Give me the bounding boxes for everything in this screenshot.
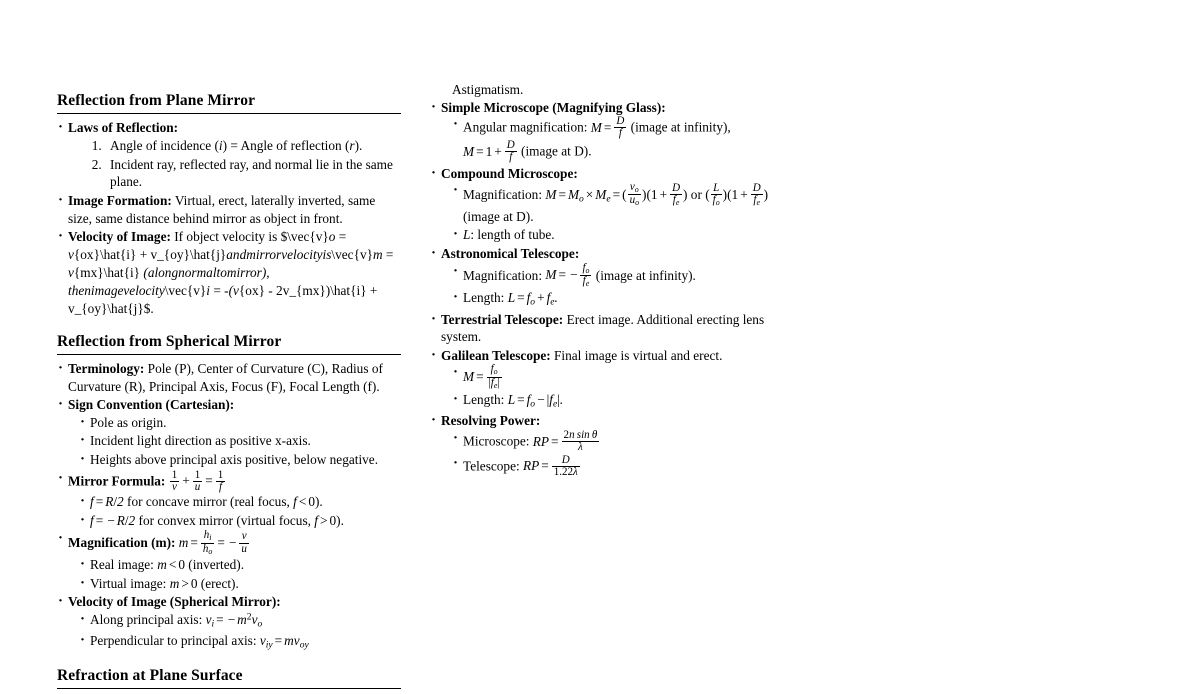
formula-note: (image at infinity), xyxy=(630,119,731,135)
section-spacer xyxy=(57,654,401,667)
item-text: Erect image. Additional erecting lens system. xyxy=(441,311,765,345)
list-item-sign-convention xyxy=(57,396,401,468)
orphan-line-astigmatism: Astigmatism. xyxy=(452,82,524,97)
formula-compound-magnification: $M = M_o \times M_e$ = ( $\frac{v_o}{u_o}$ )(1 + $\frac{D}{f_e}$ ) xyxy=(545,181,688,208)
section-heading: Reflection from Plane Mirror xyxy=(57,92,256,109)
list-item-terrestrial-telescope xyxy=(430,311,770,346)
sublist-item: · f = − R/2 for convex mirror (virtual focus, f > 0). xyxy=(79,512,401,530)
sublist-item xyxy=(452,263,770,289)
formula-galilean-length: $L = f_o - |f_e|$. xyxy=(507,392,564,410)
sublist-sign-convention xyxy=(68,414,401,469)
item-label: Galilean Telescope: xyxy=(441,347,551,363)
sublist-item xyxy=(452,226,770,244)
list-item-astronomical-telescope xyxy=(430,245,770,310)
formula-lead: Length: xyxy=(463,290,505,306)
formula-angular-magnification-d: M = 1 + $\frac{D}{f}$ xyxy=(463,138,515,164)
formula-lead: Microscope: xyxy=(463,433,530,449)
numbered-item: 2. Incident ray, reflected ray, and normal lie in the same plane. xyxy=(105,156,401,191)
item-label: Laws of Reflection: xyxy=(68,119,179,135)
sublist-item: · Virtual image: m > 0 (erect). xyxy=(79,575,401,593)
heading-rule xyxy=(57,354,401,355)
list-item-image-formation xyxy=(57,192,401,227)
list-item-terminology xyxy=(57,360,401,395)
list-optical-instruments xyxy=(430,99,770,479)
sublist-simple-microscope xyxy=(441,116,770,163)
list-item-laws-of-reflection xyxy=(57,119,401,191)
list-item-simple-microscope xyxy=(430,99,770,164)
sublist-item xyxy=(452,391,770,411)
list-item-velocity-spherical xyxy=(57,593,401,652)
formula-lead: Length: xyxy=(463,392,505,408)
formula-angular-magnification-infinity: M = $\frac{D}{f}$ xyxy=(590,115,625,140)
item-label: Astronomical Telescope: xyxy=(441,245,580,261)
list-plane-mirror xyxy=(57,119,401,319)
formula-compound-magnification-alt: ( $\frac{L}{f_o}$ )(1 + $\frac{D}{f_e}$ ) xyxy=(705,182,769,208)
list-item-galilean-telescope xyxy=(430,347,770,412)
numbered-list-laws xyxy=(68,137,401,191)
item-label: Compound Microscope: xyxy=(441,165,578,181)
item-label: Terminology: xyxy=(68,361,145,377)
item-label: Simple Microscope (Magnifying Glass): xyxy=(441,99,666,115)
formula-magnification: m = $\frac{h_i}{h_o}$ = − $\frac{v}{u}$ xyxy=(178,529,247,557)
sublist-item: · Perpendicular to principal axis: $v_{iy} = mv_{oy}$ xyxy=(79,632,401,652)
broken-latex-block: If object velocity is $\vec{v}o = v{ox}\hat{i} + v_{oy}\hat{j}andmirrorvelocityis\vec{v}m = v{mx}\hat{i} (alongnormaltomirror), thenimagevelocity\vec{v}i = -(v{ox} - 2v_{mx})\hat{i} + v_{oy}\hat{j}$. xyxy=(68,229,394,317)
formula-note: (image at infinity). xyxy=(595,267,696,283)
sublist-astronomical-telescope xyxy=(441,263,770,310)
sublist-item xyxy=(452,430,770,454)
item-label: Terrestrial Telescope: xyxy=(441,311,564,327)
heading-rule xyxy=(57,688,401,689)
item-text: Final image is virtual and erect. xyxy=(554,347,723,363)
formula-galilean-magnification: M = $\frac{f_o}{|f_e|}$ xyxy=(463,363,500,390)
item-text: : length of tube. xyxy=(470,227,555,243)
formula-lead: Magnification: xyxy=(463,186,543,202)
sublist-magnification-cases xyxy=(68,556,401,592)
section-spacer xyxy=(57,320,401,333)
list-spherical-mirror xyxy=(57,360,401,652)
sublist-item: · Along principal axis: $v_i$ = − $m^2v_o$ xyxy=(79,611,401,631)
list-item-magnification xyxy=(57,530,401,592)
item-label: Magnification (m): xyxy=(68,535,176,551)
formula-rp-telescope: RP = $\frac{D}{1.22\lambda}$ xyxy=(523,453,578,479)
formula-lead: Telescope: xyxy=(463,458,520,474)
sublist-galilean-telescope xyxy=(441,364,770,411)
item-label: Velocity of Image (Spherical Mirror): xyxy=(68,594,281,610)
sublist-velocity-spherical xyxy=(68,611,401,653)
heading-rule xyxy=(57,113,401,114)
list-item-resolving-power xyxy=(430,412,770,478)
formula-telescope-magnification: M = − $\frac{f_o}{f_e}$ xyxy=(545,261,590,289)
sublist-item: · Magnification: $M = M_o \times M_e$ = ( $\frac{v_o}{u_o}$ )(1 + $\frac{D}{f_e}$ ) or ( $\frac{L}{f_o}$ )(1 + $\frac{D}{f_e}$ ) (image at D). xyxy=(452,182,770,225)
sublist-item: · Real image: m < 0 (inverted). xyxy=(79,556,401,574)
formula-mirror: $\frac{1}{v}$ + $\frac{1}{u}$ = $\frac{1}{f}$ xyxy=(171,468,224,493)
sublist-item: · f = R/2 for concave mirror (real focus, f < 0). xyxy=(79,493,401,511)
sublist-resolving-power xyxy=(441,430,770,478)
list-item-velocity-of-image xyxy=(57,228,401,318)
item-label: Image Formation: xyxy=(68,193,172,208)
section-refraction-plane xyxy=(57,667,401,689)
section-heading: Reflection from Spherical Mirror xyxy=(57,333,282,351)
sublist-item xyxy=(452,455,770,479)
symbol-tube-length: L xyxy=(463,227,471,243)
formula-rp-microscope: RP = $\frac{\text{2n sin θ}}{\lambda}$ xyxy=(532,428,598,454)
sublist-item xyxy=(452,364,770,390)
sublist-compound-microscope xyxy=(441,182,770,244)
right-column xyxy=(430,81,770,479)
numbered-item: 1. Angle of incidence (i) = Angle of reflection (r). xyxy=(105,137,401,155)
item-label: Resolving Power: xyxy=(441,413,541,429)
item-label: Velocity of Image: xyxy=(68,229,171,245)
list-item-mirror-formula xyxy=(57,470,401,530)
formula-lead: Angular magnification: xyxy=(463,119,588,135)
sublist-focal-length xyxy=(68,493,401,529)
sublist-item xyxy=(452,116,770,163)
item-text: Virtual, erect, laterally inverted, same size, same distance behind mirror as object in front. xyxy=(68,193,376,226)
left-column xyxy=(57,92,401,694)
section-spherical-mirror xyxy=(57,333,401,652)
item-label: Sign Convention (Cartesian): xyxy=(68,397,235,413)
sublist-item: · Pole as origin. xyxy=(79,414,401,432)
sublist-item xyxy=(452,289,770,309)
formula-lead: Magnification: xyxy=(463,267,543,283)
section-heading: Refraction at Plane Surface xyxy=(57,667,243,685)
sublist-item: · Heights above principal axis positive, below negative. xyxy=(79,451,401,469)
formula-note: (image at D). xyxy=(521,143,592,159)
sublist-item: · Incident light direction as positive x-axis. xyxy=(79,432,401,450)
formula-telescope-length: $L = f_o + f_e$. xyxy=(507,290,558,309)
list-item-compound-microscope xyxy=(430,165,770,244)
section-plane-mirror xyxy=(57,92,401,318)
formula-note: (image at D). xyxy=(463,208,534,224)
item-label: Mirror Formula: xyxy=(68,473,166,489)
item-text: Pole (P), Center of Curvature (C), Radius of Curvature (R), Principal Axis, Focus (F), Focal Length (f). xyxy=(68,361,383,394)
